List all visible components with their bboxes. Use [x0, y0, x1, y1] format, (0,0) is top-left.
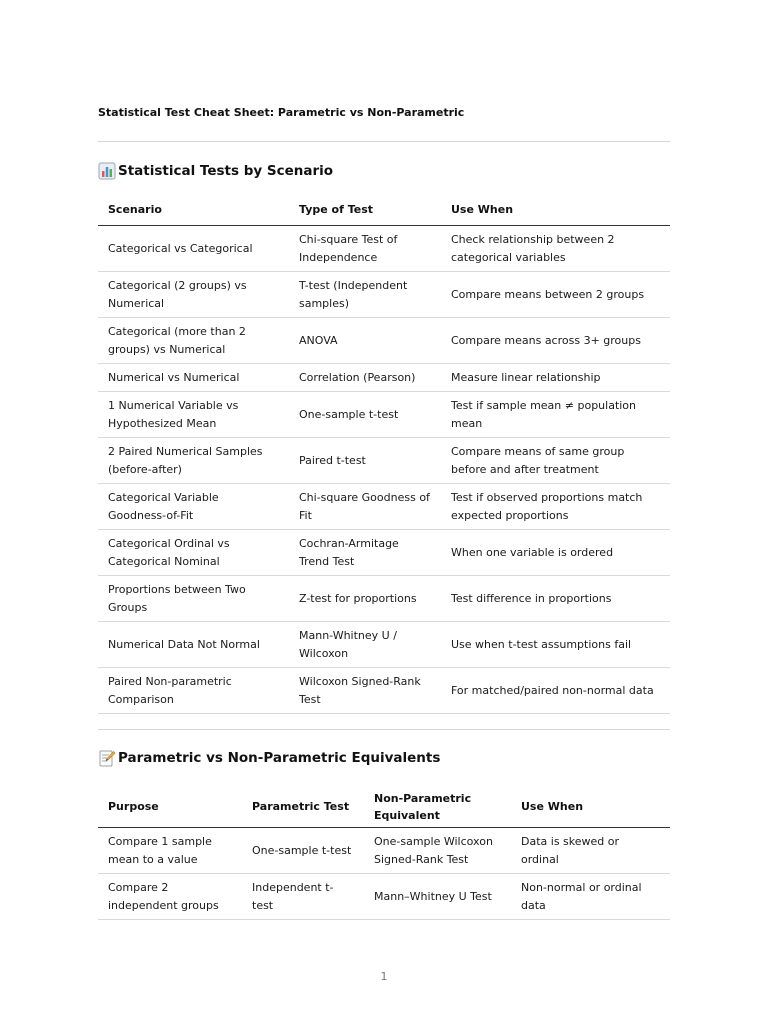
table-cell: One-sample t-test	[289, 392, 441, 438]
table-row	[98, 668, 670, 714]
column-header: Non-Parametric Equivalent	[364, 787, 511, 828]
table-cell: Paired Non-parametric Comparison	[98, 668, 289, 714]
section-heading-scenario	[98, 162, 333, 180]
table-cell: Numerical Data Not Normal	[98, 622, 289, 668]
table-cell: 1 Numerical Variable vs Hypothesized Mean	[98, 392, 289, 438]
table-cell: Check relationship between 2 categorical variables	[441, 226, 670, 272]
table-cell: Use when t-test assumptions fail	[441, 622, 670, 668]
table-row	[98, 484, 670, 530]
table-cell: 2 Paired Numerical Samples (before-after)	[98, 438, 289, 484]
divider	[98, 729, 670, 730]
table-cell: Compare means between 2 groups	[441, 272, 670, 318]
table-cell: Data is skewed or ordinal	[511, 828, 670, 874]
document-title: Statistical Test Cheat Sheet: Parametric vs Non-Parametric	[98, 106, 465, 119]
table-cell: Categorical (2 groups) vs Numerical	[98, 272, 289, 318]
table-cell: Test difference in proportions	[441, 576, 670, 622]
table-cell: One-sample t-test	[242, 828, 364, 874]
table-row	[98, 438, 670, 484]
table-cell: For matched/paired non-normal data	[441, 668, 670, 714]
table-cell: Compare means of same group before and after treatment	[441, 438, 670, 484]
table-cell: Measure linear relationship	[441, 364, 670, 392]
column-header: Scenario	[98, 194, 289, 226]
column-header: Use When	[441, 194, 670, 226]
table-cell: Cochran-Armitage Trend Test	[289, 530, 441, 576]
section-heading-equivalents	[98, 749, 440, 767]
table-cell: Chi-square Goodness of Fit	[289, 484, 441, 530]
table-cell: Categorical (more than 2 groups) vs Numerical	[98, 318, 289, 364]
column-header: Use When	[511, 787, 670, 828]
column-header: Parametric Test	[242, 787, 364, 828]
memo-icon	[98, 749, 116, 767]
table-cell: Numerical vs Numerical	[98, 364, 289, 392]
table-cell: Test if sample mean ≠ population mean	[441, 392, 670, 438]
bar-chart-icon	[98, 162, 116, 180]
table-cell: ANOVA	[289, 318, 441, 364]
table-cell: Categorical vs Categorical	[98, 226, 289, 272]
section-heading-label: Parametric vs Non-Parametric Equivalents	[118, 750, 441, 766]
table-cell: One-sample Wilcoxon Signed-Rank Test	[364, 828, 511, 874]
table-row	[98, 318, 670, 364]
table-row	[98, 576, 670, 622]
table-cell: T-test (Independent samples)	[289, 272, 441, 318]
table-cell: Paired t-test	[289, 438, 441, 484]
table-row	[98, 226, 670, 272]
section-heading-label: Statistical Tests by Scenario	[118, 163, 334, 179]
table-row	[98, 392, 670, 438]
table-cell: Proportions between Two Groups	[98, 576, 289, 622]
table-cell: Compare means across 3+ groups	[441, 318, 670, 364]
table-header-row	[98, 194, 670, 226]
table-cell: Correlation (Pearson)	[289, 364, 441, 392]
table-cell: Wilcoxon Signed-Rank Test	[289, 668, 441, 714]
table-cell: Z-test for proportions	[289, 576, 441, 622]
table-cell: Non-normal or ordinal data	[511, 874, 670, 920]
table-cell: Compare 2 independent groups	[98, 874, 242, 920]
divider	[98, 141, 670, 142]
table-cell: Chi-square Test of Independence	[289, 226, 441, 272]
table-row	[98, 622, 670, 668]
table-cell: Categorical Variable Goodness-of-Fit	[98, 484, 289, 530]
table-cell: Independent t-test	[242, 874, 364, 920]
table-cell: Categorical Ordinal vs Categorical Nominal	[98, 530, 289, 576]
table-cell: Compare 1 sample mean to a value	[98, 828, 242, 874]
table-cell: Mann-Whitney U / Wilcoxon	[289, 622, 441, 668]
table-header-row	[98, 787, 670, 828]
column-header: Purpose	[98, 787, 242, 828]
table-cell: When one variable is ordered	[441, 530, 670, 576]
table-row	[98, 874, 670, 920]
table-row	[98, 364, 670, 392]
table-row	[98, 828, 670, 874]
table-row	[98, 530, 670, 576]
table-cell: Mann–Whitney U Test	[364, 874, 511, 920]
column-header: Type of Test	[289, 194, 441, 226]
scenario-table	[98, 194, 670, 714]
equivalents-table	[98, 787, 670, 920]
page-number: 1	[380, 970, 388, 983]
table-row	[98, 272, 670, 318]
table-cell: Test if observed proportions match expected proportions	[441, 484, 670, 530]
